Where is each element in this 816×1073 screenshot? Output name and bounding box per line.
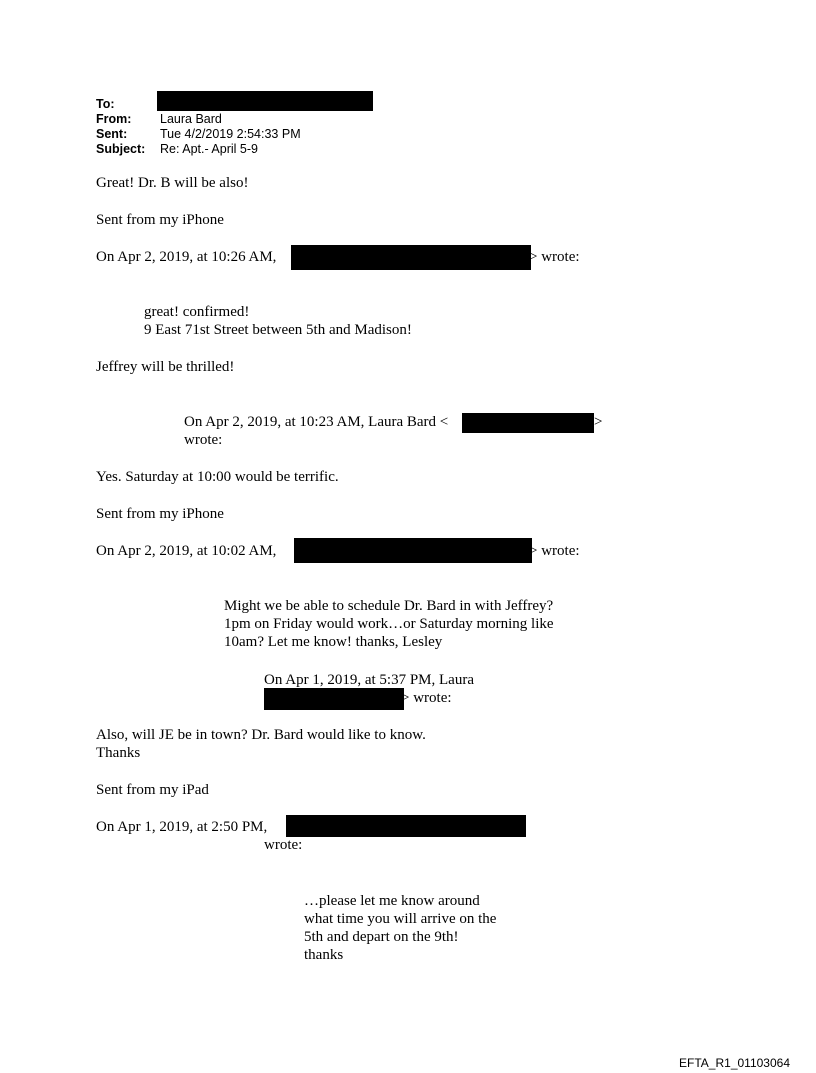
body-line: Yes. Saturday at 10:00 would be terrific. xyxy=(96,469,339,485)
redaction xyxy=(294,538,532,563)
redaction xyxy=(291,245,531,270)
quoted-line: 9 East 71st Street between 5th and Madison! xyxy=(144,322,412,338)
redaction xyxy=(462,413,594,433)
quote-header: wrote: xyxy=(184,432,223,448)
header-subject xyxy=(96,142,258,157)
quote-header-tail: > wrote: xyxy=(401,690,452,706)
to-label: To: xyxy=(96,97,115,111)
redaction-to xyxy=(157,91,373,111)
quoted-line: what time you will arrive on the xyxy=(304,911,497,927)
quote-header-tail: > wrote: xyxy=(529,543,580,559)
quote-header: On Apr 2, 2019, at 10:26 AM, xyxy=(96,249,277,265)
body-line: Also, will JE be in town? Dr. Bard would like to know. xyxy=(96,727,426,743)
body-line: Great! Dr. B will be also! xyxy=(96,175,249,191)
quote-header-tail: > xyxy=(594,414,603,430)
quote-header-tail: > wrote: xyxy=(529,249,580,265)
from-label: From: xyxy=(96,112,132,126)
quoted-line: thanks xyxy=(304,947,344,963)
redaction xyxy=(286,815,526,837)
body-line: Sent from my iPad xyxy=(96,782,209,798)
quote-header: On Apr 2, 2019, at 10:02 AM, xyxy=(96,543,277,559)
redaction xyxy=(264,688,404,710)
sent-label: Sent: xyxy=(96,127,128,141)
quoted-line: 5th and depart on the 9th! xyxy=(304,929,459,945)
quote-header: On Apr 2, 2019, at 10:23 AM, Laura Bard < xyxy=(184,414,449,430)
quote-header: On Apr 1, 2019, at 2:50 PM, xyxy=(96,819,268,835)
quoted-line: 10am? Let me know! thanks, Lesley xyxy=(224,634,443,650)
sent-value: Tue 4/2/2019 2:54:33 PM xyxy=(160,127,301,141)
document-id: EFTA_R1_01103064 xyxy=(679,1056,790,1070)
quote-header: On Apr 1, 2019, at 5:37 PM, Laura xyxy=(264,672,474,688)
subject-label: Subject: xyxy=(96,142,146,156)
quoted-line: 1pm on Friday would work…or Saturday morning like xyxy=(224,616,554,632)
body-line: Sent from my iPhone xyxy=(96,212,224,228)
quoted-line: Might we be able to schedule Dr. Bard in with Jeffrey? xyxy=(224,598,554,614)
header-to xyxy=(96,97,160,112)
quoted-line: great! confirmed! xyxy=(144,304,250,320)
body-line: Sent from my iPhone xyxy=(96,506,224,522)
quoted-line: …please let me know around xyxy=(304,893,480,909)
quote-header: wrote: xyxy=(264,837,303,853)
header-sent xyxy=(96,127,301,142)
body-line: Jeffrey will be thrilled! xyxy=(96,359,235,375)
subject-value: Re: Apt.- April 5-9 xyxy=(160,142,258,156)
body-line: Thanks xyxy=(96,745,141,761)
from-value: Laura Bard xyxy=(160,112,222,126)
header-from xyxy=(96,112,222,127)
